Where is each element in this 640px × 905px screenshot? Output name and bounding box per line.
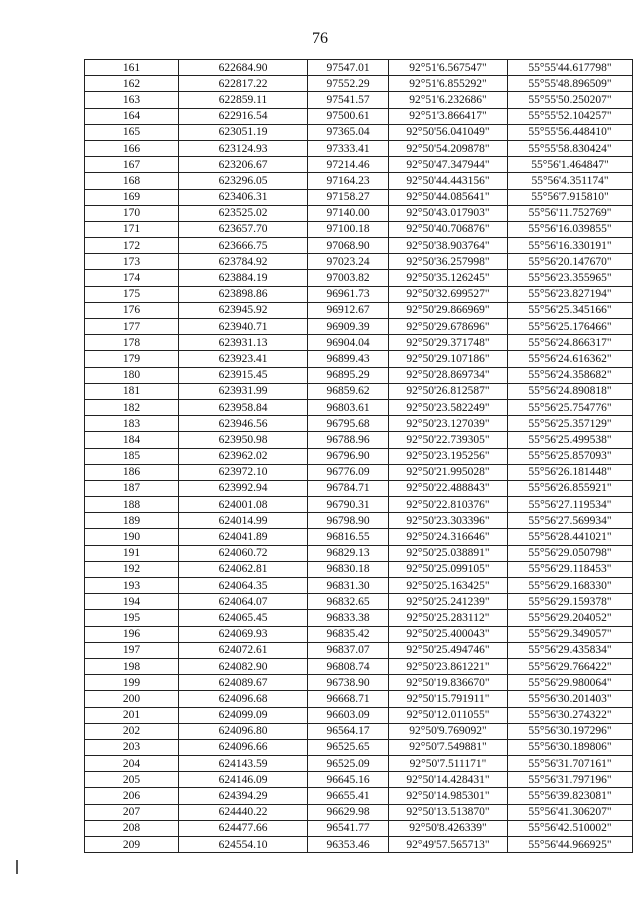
y-coordinate-cell: 97214.46 bbox=[308, 157, 389, 173]
latitude-cell: 55°56'28.441021" bbox=[508, 529, 633, 545]
point-number-cell: 179 bbox=[85, 351, 179, 367]
longitude-cell: 92°51'6.567547" bbox=[389, 60, 508, 76]
x-coordinate-cell: 623525.02 bbox=[179, 205, 308, 221]
y-coordinate-cell: 96803.61 bbox=[308, 399, 389, 415]
x-coordinate-cell: 624082.90 bbox=[179, 658, 308, 674]
x-coordinate-cell: 623992.94 bbox=[179, 480, 308, 496]
x-coordinate-cell: 624146.09 bbox=[179, 772, 308, 788]
x-coordinate-cell: 622859.11 bbox=[179, 92, 308, 108]
x-coordinate-cell: 624440.22 bbox=[179, 804, 308, 820]
point-number-cell: 201 bbox=[85, 707, 179, 723]
y-coordinate-cell: 96784.71 bbox=[308, 480, 389, 496]
y-coordinate-cell: 96541.77 bbox=[308, 820, 389, 836]
x-coordinate-cell: 623972.10 bbox=[179, 464, 308, 480]
coordinates-table-body bbox=[85, 60, 633, 853]
latitude-cell: 55°56'29.204052" bbox=[508, 610, 633, 626]
table-row bbox=[85, 497, 633, 513]
table-row bbox=[85, 108, 633, 124]
point-number-cell: 176 bbox=[85, 302, 179, 318]
y-coordinate-cell: 96790.31 bbox=[308, 497, 389, 513]
table-row bbox=[85, 399, 633, 415]
x-coordinate-cell: 624014.99 bbox=[179, 513, 308, 529]
table-row bbox=[85, 545, 633, 561]
latitude-cell: 55°55'58.830424" bbox=[508, 140, 633, 156]
y-coordinate-cell: 96776.09 bbox=[308, 464, 389, 480]
point-number-cell: 177 bbox=[85, 319, 179, 335]
margin-mark bbox=[16, 860, 18, 874]
x-coordinate-cell: 623666.75 bbox=[179, 238, 308, 254]
point-number-cell: 171 bbox=[85, 221, 179, 237]
x-coordinate-cell: 623950.98 bbox=[179, 432, 308, 448]
table-row bbox=[85, 270, 633, 286]
latitude-cell: 55°56'24.866317" bbox=[508, 335, 633, 351]
longitude-cell: 92°50'38.903764" bbox=[389, 238, 508, 254]
point-number-cell: 189 bbox=[85, 513, 179, 529]
table-row bbox=[85, 788, 633, 804]
y-coordinate-cell: 97500.61 bbox=[308, 108, 389, 124]
longitude-cell: 92°50'25.099105" bbox=[389, 561, 508, 577]
longitude-cell: 92°50'13.513870" bbox=[389, 804, 508, 820]
latitude-cell: 55°56'39.823081" bbox=[508, 788, 633, 804]
x-coordinate-cell: 623406.31 bbox=[179, 189, 308, 205]
y-coordinate-cell: 96525.09 bbox=[308, 756, 389, 772]
point-number-cell: 194 bbox=[85, 594, 179, 610]
latitude-cell: 55°56'24.616362" bbox=[508, 351, 633, 367]
table-row bbox=[85, 642, 633, 658]
point-number-cell: 185 bbox=[85, 448, 179, 464]
table-row bbox=[85, 286, 633, 302]
table-row bbox=[85, 578, 633, 594]
point-number-cell: 199 bbox=[85, 675, 179, 691]
latitude-cell: 55°56'4.351174" bbox=[508, 173, 633, 189]
x-coordinate-cell: 623784.92 bbox=[179, 254, 308, 270]
longitude-cell: 92°50'22.739305" bbox=[389, 432, 508, 448]
longitude-cell: 92°50'15.791911" bbox=[389, 691, 508, 707]
table-row bbox=[85, 448, 633, 464]
y-coordinate-cell: 96816.55 bbox=[308, 529, 389, 545]
point-number-cell: 169 bbox=[85, 189, 179, 205]
table-row bbox=[85, 367, 633, 383]
x-coordinate-cell: 624060.72 bbox=[179, 545, 308, 561]
longitude-cell: 92°50'29.866969" bbox=[389, 302, 508, 318]
x-coordinate-cell: 622817.22 bbox=[179, 76, 308, 92]
latitude-cell: 55°56'25.499538" bbox=[508, 432, 633, 448]
latitude-cell: 55°56'29.050798" bbox=[508, 545, 633, 561]
y-coordinate-cell: 96859.62 bbox=[308, 383, 389, 399]
table-row bbox=[85, 76, 633, 92]
longitude-cell: 92°50'29.371748" bbox=[389, 335, 508, 351]
longitude-cell: 92°50'14.985301" bbox=[389, 788, 508, 804]
longitude-cell: 92°50'23.582249" bbox=[389, 399, 508, 415]
longitude-cell: 92°50'7.511171" bbox=[389, 756, 508, 772]
longitude-cell: 92°50'22.488843" bbox=[389, 480, 508, 496]
latitude-cell: 55°56'7.915810" bbox=[508, 189, 633, 205]
latitude-cell: 55°56'29.118453" bbox=[508, 561, 633, 577]
y-coordinate-cell: 97541.57 bbox=[308, 92, 389, 108]
y-coordinate-cell: 96837.07 bbox=[308, 642, 389, 658]
point-number-cell: 192 bbox=[85, 561, 179, 577]
latitude-cell: 55°56'27.119534" bbox=[508, 497, 633, 513]
x-coordinate-cell: 623206.67 bbox=[179, 157, 308, 173]
latitude-cell: 55°56'27.569934" bbox=[508, 513, 633, 529]
y-coordinate-cell: 97333.41 bbox=[308, 140, 389, 156]
point-number-cell: 188 bbox=[85, 497, 179, 513]
table-row bbox=[85, 594, 633, 610]
latitude-cell: 55°56'30.189806" bbox=[508, 739, 633, 755]
y-coordinate-cell: 97003.82 bbox=[308, 270, 389, 286]
table-row bbox=[85, 739, 633, 755]
point-number-cell: 161 bbox=[85, 60, 179, 76]
table-row bbox=[85, 691, 633, 707]
x-coordinate-cell: 624064.35 bbox=[179, 578, 308, 594]
latitude-cell: 55°56'24.890818" bbox=[508, 383, 633, 399]
y-coordinate-cell: 96830.18 bbox=[308, 561, 389, 577]
latitude-cell: 55°56'23.355965" bbox=[508, 270, 633, 286]
table-row bbox=[85, 92, 633, 108]
latitude-cell: 55°55'48.896509" bbox=[508, 76, 633, 92]
point-number-cell: 170 bbox=[85, 205, 179, 221]
page-number: 76 bbox=[312, 30, 328, 47]
x-coordinate-cell: 623945.92 bbox=[179, 302, 308, 318]
longitude-cell: 92°50'26.812587" bbox=[389, 383, 508, 399]
table-row bbox=[85, 707, 633, 723]
longitude-cell: 92°50'8.426339" bbox=[389, 820, 508, 836]
longitude-cell: 92°50'24.316646" bbox=[389, 529, 508, 545]
y-coordinate-cell: 96564.17 bbox=[308, 723, 389, 739]
x-coordinate-cell: 624099.09 bbox=[179, 707, 308, 723]
y-coordinate-cell: 96796.90 bbox=[308, 448, 389, 464]
x-coordinate-cell: 623898.86 bbox=[179, 286, 308, 302]
latitude-cell: 55°56'25.754776" bbox=[508, 399, 633, 415]
point-number-cell: 196 bbox=[85, 626, 179, 642]
y-coordinate-cell: 96912.67 bbox=[308, 302, 389, 318]
x-coordinate-cell: 623296.05 bbox=[179, 173, 308, 189]
point-number-cell: 193 bbox=[85, 578, 179, 594]
x-coordinate-cell: 624477.66 bbox=[179, 820, 308, 836]
longitude-cell: 92°50'44.085641" bbox=[389, 189, 508, 205]
longitude-cell: 92°50'19.836670" bbox=[389, 675, 508, 691]
latitude-cell: 55°56'26.855921" bbox=[508, 480, 633, 496]
point-number-cell: 182 bbox=[85, 399, 179, 415]
longitude-cell: 92°51'3.866417" bbox=[389, 108, 508, 124]
y-coordinate-cell: 96829.13 bbox=[308, 545, 389, 561]
latitude-cell: 55°55'50.250207" bbox=[508, 92, 633, 108]
table-row bbox=[85, 60, 633, 76]
longitude-cell: 92°50'9.769092" bbox=[389, 723, 508, 739]
table-row bbox=[85, 205, 633, 221]
point-number-cell: 207 bbox=[85, 804, 179, 820]
point-number-cell: 203 bbox=[85, 739, 179, 755]
y-coordinate-cell: 97023.24 bbox=[308, 254, 389, 270]
latitude-cell: 55°56'20.147670" bbox=[508, 254, 633, 270]
point-number-cell: 181 bbox=[85, 383, 179, 399]
x-coordinate-cell: 624554.10 bbox=[179, 837, 308, 853]
longitude-cell: 92°50'35.126245" bbox=[389, 270, 508, 286]
y-coordinate-cell: 96738.90 bbox=[308, 675, 389, 691]
table-row bbox=[85, 416, 633, 432]
y-coordinate-cell: 96832.65 bbox=[308, 594, 389, 610]
x-coordinate-cell: 623946.56 bbox=[179, 416, 308, 432]
longitude-cell: 92°50'25.400043" bbox=[389, 626, 508, 642]
longitude-cell: 92°50'23.861221" bbox=[389, 658, 508, 674]
y-coordinate-cell: 96603.09 bbox=[308, 707, 389, 723]
point-number-cell: 168 bbox=[85, 173, 179, 189]
latitude-cell: 55°55'56.448410" bbox=[508, 124, 633, 140]
table-row bbox=[85, 189, 633, 205]
table-row bbox=[85, 140, 633, 156]
longitude-cell: 92°51'6.232686" bbox=[389, 92, 508, 108]
point-number-cell: 178 bbox=[85, 335, 179, 351]
x-coordinate-cell: 624096.80 bbox=[179, 723, 308, 739]
point-number-cell: 183 bbox=[85, 416, 179, 432]
y-coordinate-cell: 96833.38 bbox=[308, 610, 389, 626]
table-row bbox=[85, 157, 633, 173]
latitude-cell: 55°56'25.176466" bbox=[508, 319, 633, 335]
longitude-cell: 92°50'29.678696" bbox=[389, 319, 508, 335]
y-coordinate-cell: 96629.98 bbox=[308, 804, 389, 820]
longitude-cell: 92°50'14.428431" bbox=[389, 772, 508, 788]
y-coordinate-cell: 96353.46 bbox=[308, 837, 389, 853]
latitude-cell: 55°56'41.306207" bbox=[508, 804, 633, 820]
point-number-cell: 184 bbox=[85, 432, 179, 448]
latitude-cell: 55°56'29.168330" bbox=[508, 578, 633, 594]
table-row bbox=[85, 837, 633, 853]
y-coordinate-cell: 96525.65 bbox=[308, 739, 389, 755]
latitude-cell: 55°56'25.345166" bbox=[508, 302, 633, 318]
table-row bbox=[85, 529, 633, 545]
table-row bbox=[85, 658, 633, 674]
table-row bbox=[85, 675, 633, 691]
table-row bbox=[85, 610, 633, 626]
latitude-cell: 55°56'16.039855" bbox=[508, 221, 633, 237]
latitude-cell: 55°56'26.181448" bbox=[508, 464, 633, 480]
longitude-cell: 92°50'44.443156" bbox=[389, 173, 508, 189]
latitude-cell: 55°56'29.980064" bbox=[508, 675, 633, 691]
latitude-cell: 55°56'30.274322" bbox=[508, 707, 633, 723]
y-coordinate-cell: 97068.90 bbox=[308, 238, 389, 254]
point-number-cell: 195 bbox=[85, 610, 179, 626]
x-coordinate-cell: 623915.45 bbox=[179, 367, 308, 383]
table-row bbox=[85, 351, 633, 367]
y-coordinate-cell: 97365.04 bbox=[308, 124, 389, 140]
longitude-cell: 92°50'25.038891" bbox=[389, 545, 508, 561]
latitude-cell: 55°56'30.201403" bbox=[508, 691, 633, 707]
y-coordinate-cell: 96655.41 bbox=[308, 788, 389, 804]
y-coordinate-cell: 96961.73 bbox=[308, 286, 389, 302]
x-coordinate-cell: 622916.54 bbox=[179, 108, 308, 124]
point-number-cell: 186 bbox=[85, 464, 179, 480]
x-coordinate-cell: 624069.93 bbox=[179, 626, 308, 642]
latitude-cell: 55°56'23.827194" bbox=[508, 286, 633, 302]
x-coordinate-cell: 623923.41 bbox=[179, 351, 308, 367]
table-row bbox=[85, 723, 633, 739]
latitude-cell: 55°56'25.357129" bbox=[508, 416, 633, 432]
longitude-cell: 92°50'43.017903" bbox=[389, 205, 508, 221]
x-coordinate-cell: 624062.81 bbox=[179, 561, 308, 577]
x-coordinate-cell: 623124.93 bbox=[179, 140, 308, 156]
point-number-cell: 167 bbox=[85, 157, 179, 173]
longitude-cell: 92°50'25.163425" bbox=[389, 578, 508, 594]
point-number-cell: 200 bbox=[85, 691, 179, 707]
point-number-cell: 175 bbox=[85, 286, 179, 302]
longitude-cell: 92°50'40.706876" bbox=[389, 221, 508, 237]
latitude-cell: 55°56'11.752769" bbox=[508, 205, 633, 221]
y-coordinate-cell: 97164.23 bbox=[308, 173, 389, 189]
longitude-cell: 92°50'28.869734" bbox=[389, 367, 508, 383]
latitude-cell: 55°56'24.358682" bbox=[508, 367, 633, 383]
y-coordinate-cell: 96899.43 bbox=[308, 351, 389, 367]
x-coordinate-cell: 624001.08 bbox=[179, 497, 308, 513]
x-coordinate-cell: 623958.84 bbox=[179, 399, 308, 415]
point-number-cell: 174 bbox=[85, 270, 179, 286]
x-coordinate-cell: 622684.90 bbox=[179, 60, 308, 76]
y-coordinate-cell: 97140.00 bbox=[308, 205, 389, 221]
y-coordinate-cell: 97100.18 bbox=[308, 221, 389, 237]
longitude-cell: 92°50'25.283112" bbox=[389, 610, 508, 626]
x-coordinate-cell: 624096.66 bbox=[179, 739, 308, 755]
point-number-cell: 191 bbox=[85, 545, 179, 561]
y-coordinate-cell: 97158.27 bbox=[308, 189, 389, 205]
latitude-cell: 55°56'42.510002" bbox=[508, 820, 633, 836]
x-coordinate-cell: 624064.07 bbox=[179, 594, 308, 610]
longitude-cell: 92°49'57.565713" bbox=[389, 837, 508, 853]
point-number-cell: 166 bbox=[85, 140, 179, 156]
longitude-cell: 92°50'54.209878" bbox=[389, 140, 508, 156]
latitude-cell: 55°56'29.159378" bbox=[508, 594, 633, 610]
table-row bbox=[85, 221, 633, 237]
point-number-cell: 198 bbox=[85, 658, 179, 674]
latitude-cell: 55°56'25.857093" bbox=[508, 448, 633, 464]
x-coordinate-cell: 624143.59 bbox=[179, 756, 308, 772]
table-row bbox=[85, 432, 633, 448]
table-row bbox=[85, 238, 633, 254]
longitude-cell: 92°50'21.995028" bbox=[389, 464, 508, 480]
y-coordinate-cell: 97552.29 bbox=[308, 76, 389, 92]
point-number-cell: 173 bbox=[85, 254, 179, 270]
x-coordinate-cell: 624072.61 bbox=[179, 642, 308, 658]
x-coordinate-cell: 624394.29 bbox=[179, 788, 308, 804]
point-number-cell: 202 bbox=[85, 723, 179, 739]
table-row bbox=[85, 561, 633, 577]
point-number-cell: 187 bbox=[85, 480, 179, 496]
x-coordinate-cell: 624065.45 bbox=[179, 610, 308, 626]
longitude-cell: 92°50'56.041049" bbox=[389, 124, 508, 140]
x-coordinate-cell: 624041.89 bbox=[179, 529, 308, 545]
x-coordinate-cell: 623940.71 bbox=[179, 319, 308, 335]
x-coordinate-cell: 623931.99 bbox=[179, 383, 308, 399]
point-number-cell: 197 bbox=[85, 642, 179, 658]
table-row bbox=[85, 772, 633, 788]
y-coordinate-cell: 96798.90 bbox=[308, 513, 389, 529]
y-coordinate-cell: 96904.04 bbox=[308, 335, 389, 351]
latitude-cell: 55°56'31.707161" bbox=[508, 756, 633, 772]
point-number-cell: 165 bbox=[85, 124, 179, 140]
table-row bbox=[85, 173, 633, 189]
table-row bbox=[85, 820, 633, 836]
table-row bbox=[85, 124, 633, 140]
table-row bbox=[85, 302, 633, 318]
latitude-cell: 55°56'44.966925" bbox=[508, 837, 633, 853]
latitude-cell: 55°56'30.197296" bbox=[508, 723, 633, 739]
point-number-cell: 206 bbox=[85, 788, 179, 804]
longitude-cell: 92°50'22.810376" bbox=[389, 497, 508, 513]
table-row bbox=[85, 383, 633, 399]
y-coordinate-cell: 97547.01 bbox=[308, 60, 389, 76]
longitude-cell: 92°50'23.303396" bbox=[389, 513, 508, 529]
y-coordinate-cell: 96795.68 bbox=[308, 416, 389, 432]
y-coordinate-cell: 96808.74 bbox=[308, 658, 389, 674]
x-coordinate-cell: 623884.19 bbox=[179, 270, 308, 286]
point-number-cell: 162 bbox=[85, 76, 179, 92]
table-row bbox=[85, 254, 633, 270]
longitude-cell: 92°50'23.195256" bbox=[389, 448, 508, 464]
longitude-cell: 92°50'23.127039" bbox=[389, 416, 508, 432]
longitude-cell: 92°50'25.494746" bbox=[389, 642, 508, 658]
longitude-cell: 92°50'47.347944" bbox=[389, 157, 508, 173]
table-row bbox=[85, 804, 633, 820]
table-row bbox=[85, 319, 633, 335]
latitude-cell: 55°55'52.104257" bbox=[508, 108, 633, 124]
point-number-cell: 190 bbox=[85, 529, 179, 545]
y-coordinate-cell: 96909.39 bbox=[308, 319, 389, 335]
point-number-cell: 209 bbox=[85, 837, 179, 853]
table-row bbox=[85, 335, 633, 351]
point-number-cell: 163 bbox=[85, 92, 179, 108]
y-coordinate-cell: 96645.16 bbox=[308, 772, 389, 788]
table-row bbox=[85, 464, 633, 480]
table-row bbox=[85, 513, 633, 529]
x-coordinate-cell: 624096.68 bbox=[179, 691, 308, 707]
longitude-cell: 92°51'6.855292" bbox=[389, 76, 508, 92]
x-coordinate-cell: 624089.67 bbox=[179, 675, 308, 691]
point-number-cell: 204 bbox=[85, 756, 179, 772]
y-coordinate-cell: 96788.96 bbox=[308, 432, 389, 448]
point-number-cell: 172 bbox=[85, 238, 179, 254]
x-coordinate-cell: 623657.70 bbox=[179, 221, 308, 237]
longitude-cell: 92°50'36.257998" bbox=[389, 254, 508, 270]
coordinates-table bbox=[84, 59, 633, 853]
longitude-cell: 92°50'32.699527" bbox=[389, 286, 508, 302]
table-row bbox=[85, 626, 633, 642]
longitude-cell: 92°50'12.011055" bbox=[389, 707, 508, 723]
latitude-cell: 55°56'1.464847" bbox=[508, 157, 633, 173]
x-coordinate-cell: 623931.13 bbox=[179, 335, 308, 351]
y-coordinate-cell: 96668.71 bbox=[308, 691, 389, 707]
x-coordinate-cell: 623051.19 bbox=[179, 124, 308, 140]
table-row bbox=[85, 480, 633, 496]
point-number-cell: 208 bbox=[85, 820, 179, 836]
latitude-cell: 55°56'31.797196" bbox=[508, 772, 633, 788]
point-number-cell: 205 bbox=[85, 772, 179, 788]
table-row bbox=[85, 756, 633, 772]
x-coordinate-cell: 623962.02 bbox=[179, 448, 308, 464]
latitude-cell: 55°56'29.349057" bbox=[508, 626, 633, 642]
latitude-cell: 55°55'44.617798" bbox=[508, 60, 633, 76]
point-number-cell: 164 bbox=[85, 108, 179, 124]
latitude-cell: 55°56'29.435834" bbox=[508, 642, 633, 658]
longitude-cell: 92°50'29.107186" bbox=[389, 351, 508, 367]
longitude-cell: 92°50'7.549881" bbox=[389, 739, 508, 755]
latitude-cell: 55°56'29.766422" bbox=[508, 658, 633, 674]
y-coordinate-cell: 96895.29 bbox=[308, 367, 389, 383]
y-coordinate-cell: 96831.30 bbox=[308, 578, 389, 594]
latitude-cell: 55°56'16.330191" bbox=[508, 238, 633, 254]
longitude-cell: 92°50'25.241239" bbox=[389, 594, 508, 610]
y-coordinate-cell: 96835.42 bbox=[308, 626, 389, 642]
point-number-cell: 180 bbox=[85, 367, 179, 383]
